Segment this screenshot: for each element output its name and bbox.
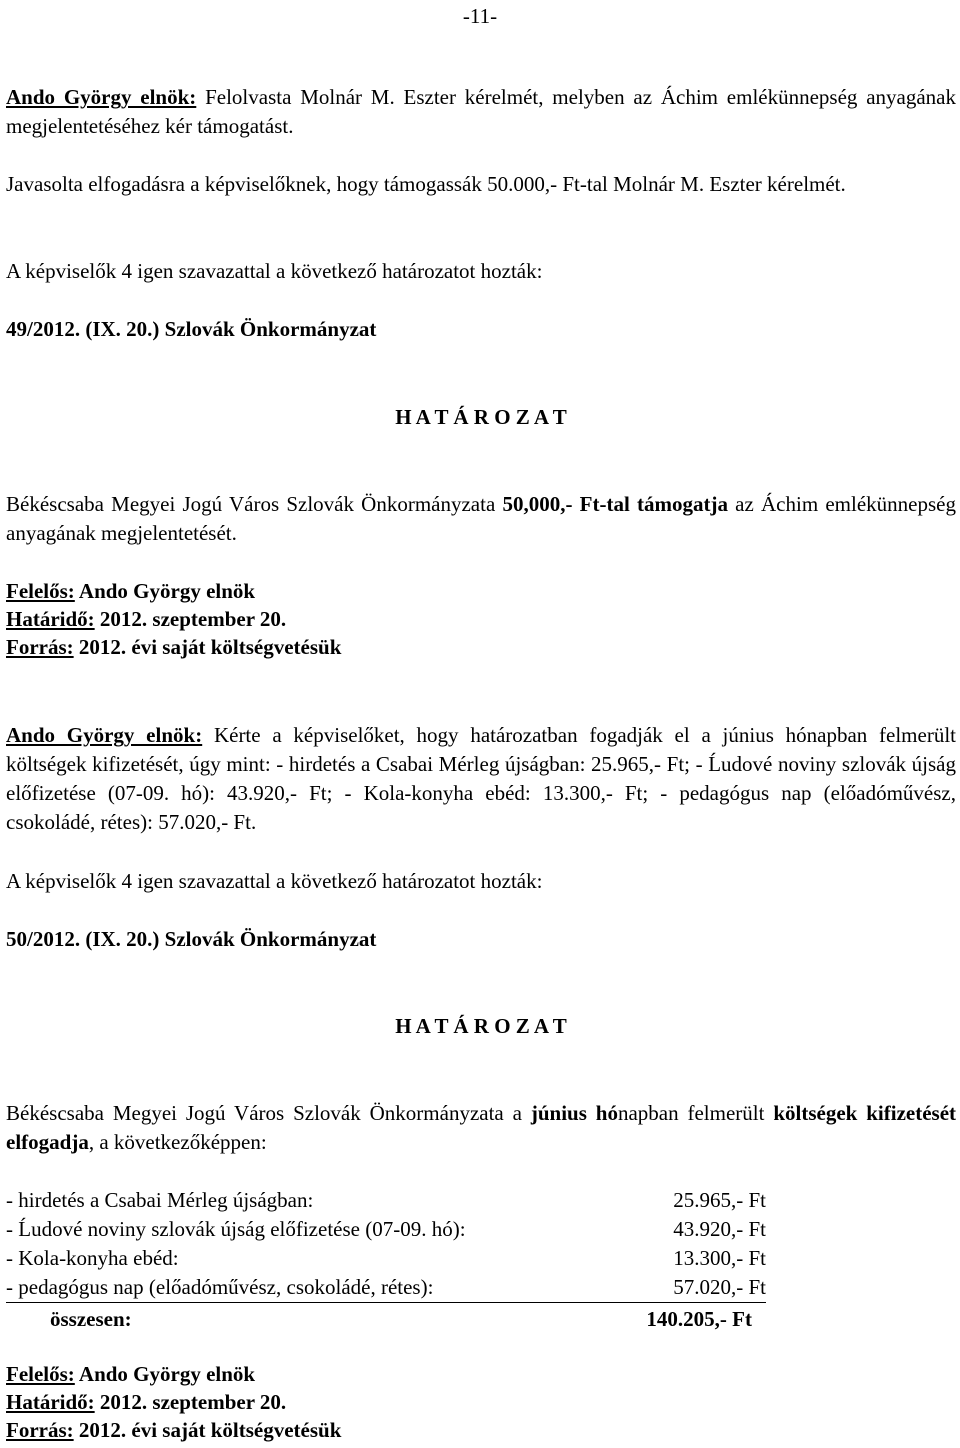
cost-row [6,1186,766,1215]
responsibility-block [6,577,341,661]
cost-label: - Ĺudové noviny szlovák újság előfizetése (07-09. hó): [6,1217,466,1241]
source-line [6,1416,341,1444]
page-number: -11- [462,4,498,28]
paragraph-text: Kérte a képviselőket, hogy határozatban fogadják el a június hónapban felmerült költségek kifizetését, úgy mint: - hirdetés a Csabai Mérleg újságban: 25.965,- Ft; - Ĺudové noviny szlovák újság előfizetése (07-09. hó): 43.920,- Ft; - Kola-konyha ebéd: 13.300,- Ft; - pedagógus nap (előadóművész, csokoládé, rétes): 57.020,- Ft. [6,723,956,834]
deadline-label: Határidő: [6,607,95,631]
cost-row [6,1215,766,1244]
source-label: Forrás: [6,1418,74,1442]
resolution-number: 49/2012. (IX. 20.) Szlovák Önkormányzat [6,317,377,341]
total-amount: 140.205,- Ft [646,1307,752,1331]
cost-row [6,1244,766,1273]
cost-amount: 25.965,- Ft [673,1188,766,1212]
cost-amount: 13.300,- Ft [673,1246,766,1270]
resolution-amount: 50,000,- Ft-tal támogatja [502,492,728,516]
deadline-line [6,1388,341,1416]
resolution-text-part: Békéscsaba Megyei Jogú Város Szlovák Önkormányzata a [6,1101,531,1125]
source-label: Forrás: [6,635,74,659]
speaker-label: Ando György elnök: [6,85,197,109]
resolution-emphasis: költségek kifizetését elfogadja [6,1101,957,1154]
deadline-line [6,605,341,633]
cost-total-row [6,1303,766,1335]
source-value: 2012. évi saját költségvetésük [73,635,342,659]
resolution-text [6,490,956,548]
cost-label: - hirdetés a Csabai Mérleg újságban: [6,1188,314,1212]
speaker-label: Ando György elnök: [6,723,203,747]
resolution-heading: H A T Á R O Z A T [395,1014,567,1038]
paragraph-proposal: Javasolta elfogadásra a képviselőknek, hogy támogassák 50.000,- Ft-tal Molnár M. Eszter kérelmét. [6,172,846,196]
resolution-text-part: Békéscsaba Megyei Jogú Város Szlovák Önkormányzata [6,492,503,516]
total-label: összesen: [50,1307,132,1331]
responsible-value: Ando György elnök [74,579,256,603]
resolution-text-part: napban felmerült [617,1101,774,1125]
responsible-label: Felelős: [6,1362,75,1386]
cost-label: - Kola-konyha ebéd: [6,1246,179,1270]
resolution-text-part: az Áchim emlékünnepség anyagának megjelentetését. [6,492,956,545]
resolution-heading: H A T Á R O Z A T [395,405,567,429]
deadline-label: Határidő: [6,1390,95,1414]
source-line [6,633,341,661]
vote-statement: A képviselők 4 igen szavazattal a következő határozatot hozták: [6,869,543,893]
responsible-line [6,577,341,605]
resolution-text [6,1099,956,1157]
vote-statement: A képviselők 4 igen szavazattal a következő határozatot hozták: [6,259,543,283]
cost-row [6,1273,766,1303]
source-value: 2012. évi saját költségvetésük [73,1418,342,1442]
cost-amount: 57.020,- Ft [610,1273,766,1303]
paragraph-reading [6,83,956,141]
responsible-line [6,1360,341,1388]
cost-table [6,1186,766,1334]
deadline-value: 2012. szeptember 20. [94,607,287,631]
deadline-value: 2012. szeptember 20. [94,1390,287,1414]
cost-label: - pedagógus nap (előadóművész, csokoládé, rétes): [6,1273,610,1303]
resolution-emphasis: június hó [530,1101,618,1125]
resolution-number: 50/2012. (IX. 20.) Szlovák Önkormányzat [6,927,377,951]
responsibility-block [6,1360,341,1444]
resolution-text-part: , a következőképpen: [88,1130,267,1154]
paragraph-text: Felolvasta Molnár M. Eszter kérelmét, melyben az Áchim emlékünnepség anyagának megjelentetéséhez kér támogatást. [6,85,956,138]
responsible-label: Felelős: [6,579,75,603]
responsible-value: Ando György elnök [74,1362,256,1386]
cost-amount: 43.920,- Ft [673,1217,766,1241]
paragraph-request [6,721,956,837]
